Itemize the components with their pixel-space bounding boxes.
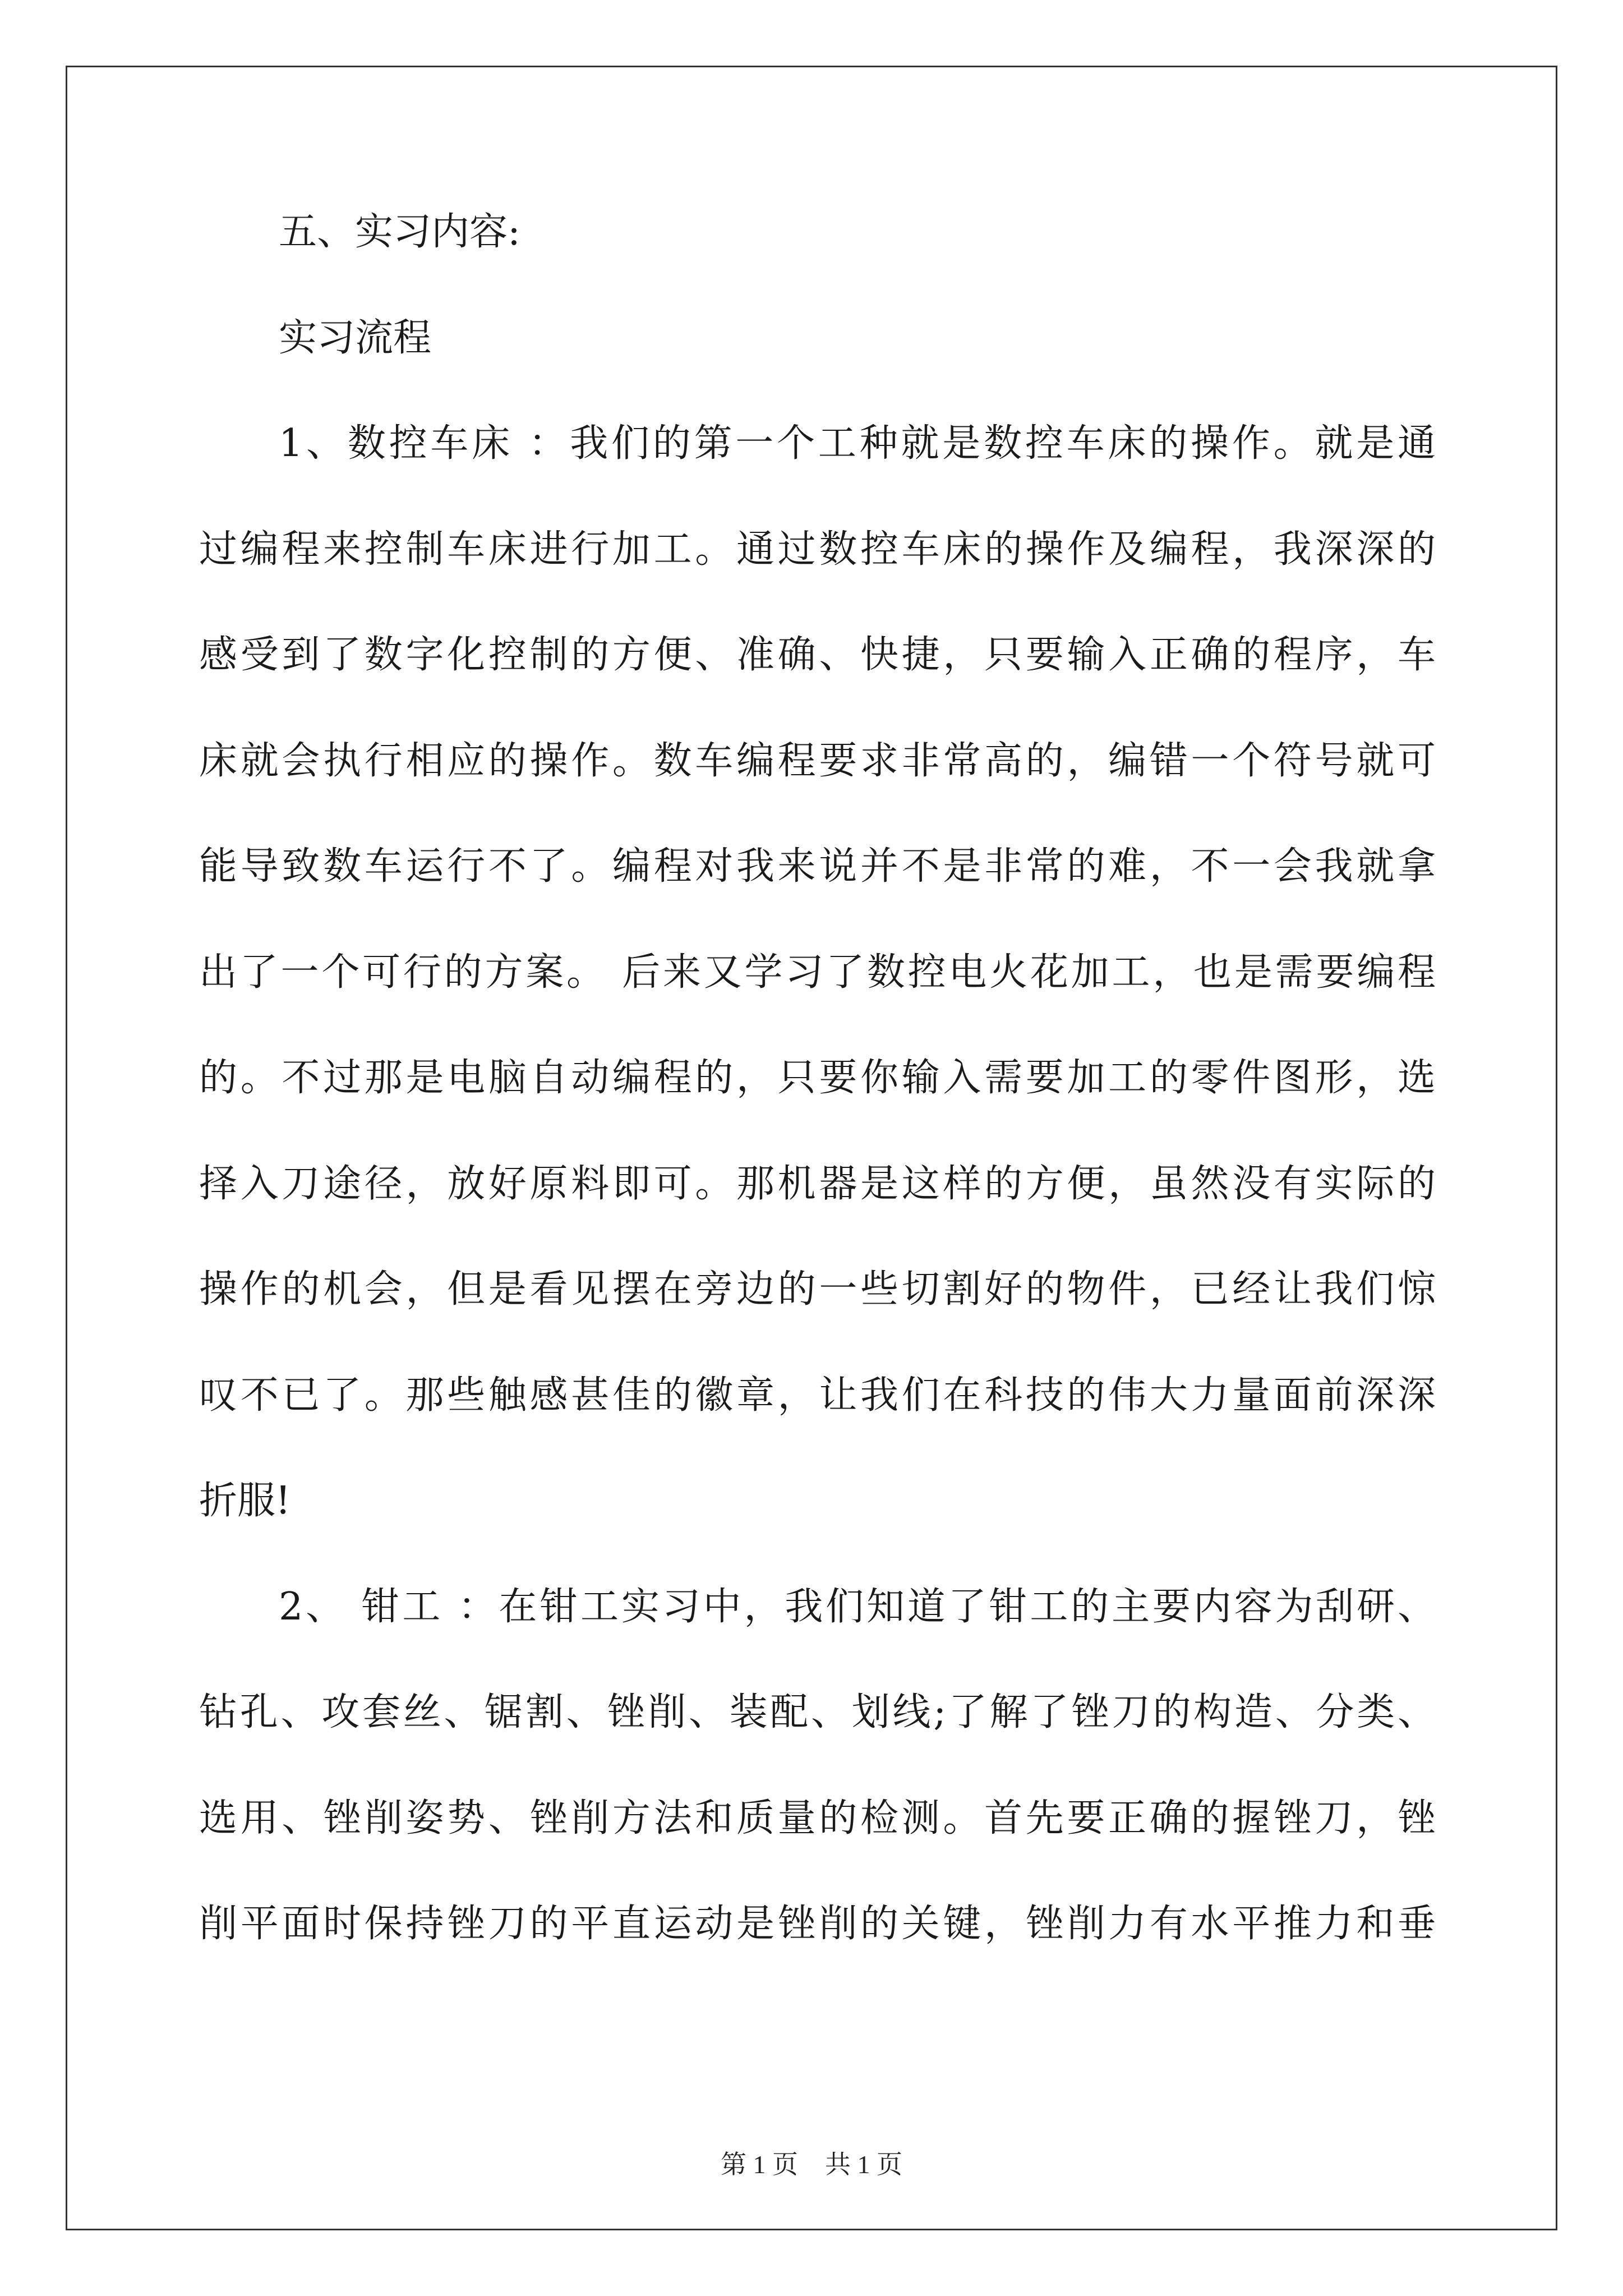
- paragraph-line: 钻孔、攻套丝、锯割、锉削、装配、划线;了解了锉刀的构造、分类、: [199, 1690, 1436, 1734]
- page-total: 共 1 页: [825, 2150, 902, 2179]
- paragraph-line: 能导致数车运行不了。编程对我来说并不是非常的难，不一会我就拿: [199, 844, 1436, 889]
- subheading: 实习流程: [279, 315, 432, 360]
- section-heading: 五、实习内容:: [279, 210, 520, 254]
- paragraph-line: 选用、锉削姿势、锉削方法和质量的检测。首先要正确的握锉刀，锉: [199, 1796, 1436, 1841]
- paragraph-line: 床就会执行相应的操作。数车编程要求非常高的，编错一个符号就可: [199, 738, 1436, 783]
- paragraph-line: 2、 钳工 ：在钳工实习中，我们知道了钳工的主要内容为刮研、: [279, 1584, 1436, 1629]
- paragraph-line: 1、数控车床 ：我们的第一个工种就是数控车床的操作。就是通: [279, 421, 1436, 466]
- paragraph-line: 过编程来控制车床进行加工。通过数控车床的操作及编程，我深深的: [199, 527, 1436, 572]
- paragraph-line: 削平面时保持锉刀的平直运动是锉削的关键，锉削力有水平推力和垂: [199, 1902, 1436, 1946]
- paragraph-line: 的。不过那是电脑自动编程的，只要你输入需要加工的零件图形，选: [199, 1056, 1436, 1100]
- paragraph-line: 折服!: [199, 1479, 291, 1523]
- document-body: [199, 210, 1436, 2011]
- paragraph-line: 出了一个可行的方案。 后来又学习了数控电火花加工，也是需要编程: [199, 950, 1436, 995]
- paragraph-line: 择入刀途径，放好原料即可。那机器是这样的方便，虽然没有实际的: [199, 1161, 1436, 1206]
- paragraph-line: 操作的机会，但是看见摆在旁边的一些切割好的物件，已经让我们惊: [199, 1267, 1436, 1312]
- page-footer: [0, 2144, 1623, 2181]
- paragraph-line: 感受到了数字化控制的方便、准确、快捷，只要输入正确的程序，车: [199, 633, 1436, 677]
- paragraph-line: 叹不已了。那些触感甚佳的徽章，让我们在科技的伟大力量面前深深: [199, 1373, 1436, 1418]
- page-number: 第 1 页: [721, 2150, 798, 2179]
